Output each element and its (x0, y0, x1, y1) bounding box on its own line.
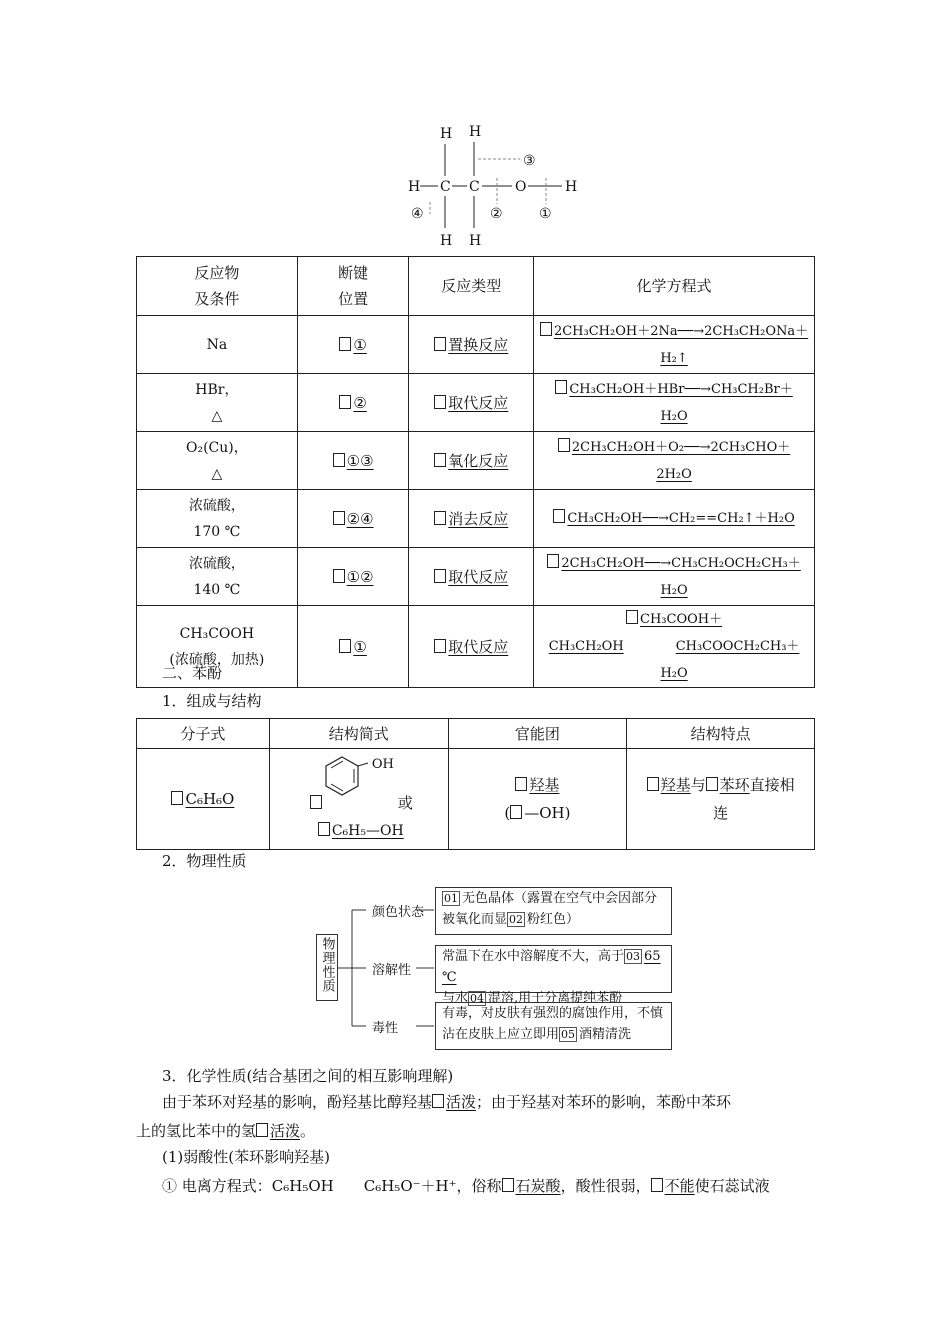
equation-cell (534, 548, 815, 606)
bond-label: ① (539, 206, 552, 222)
column-header: 反应物 及条件 (137, 257, 298, 316)
equation-line: CH₃CH₂OH＋HBr──→CH₃CH₂Br＋ (569, 381, 793, 397)
paragraph-text: 使石蕊试液 (694, 1177, 770, 1195)
atom-c: C (440, 179, 451, 195)
table-row (137, 316, 815, 374)
paragraph-text: 。 (300, 1122, 316, 1140)
column-header: 官能团 (448, 719, 627, 749)
structure-cell (269, 749, 448, 850)
equation-cell (534, 316, 815, 374)
fill-answer: 不能 (664, 1177, 695, 1195)
equation-line: CH₃CH₂OH──→CH₂==CH₂↑＋H₂O (567, 511, 795, 526)
equation-line: H₂O (660, 582, 688, 598)
answer-box (432, 1094, 444, 1108)
table-header-row (137, 257, 815, 316)
table-header-row (137, 719, 815, 749)
property-text: 酒精清洗 (579, 1027, 632, 1042)
feature-text: 连 (713, 804, 729, 822)
bond-label: ③ (523, 153, 536, 169)
answer-box (540, 322, 552, 336)
reactant-cell: HBr， △ (137, 374, 298, 432)
atom-h: H (440, 126, 453, 142)
reaction-type: 置换反应 (448, 335, 509, 354)
equation-line: 2H₂O (656, 466, 692, 482)
paragraph-text: 上的氢比苯中的氢 (136, 1122, 257, 1140)
reaction-type: 取代反应 (448, 637, 509, 656)
type-cell (409, 432, 534, 490)
bond-cell (297, 606, 409, 688)
answer-box (339, 639, 351, 653)
property-box (435, 945, 672, 1006)
fill-answer: 活泼 (446, 1093, 477, 1111)
bond-cell (297, 374, 409, 432)
answer-box (333, 453, 345, 467)
answer-box (310, 795, 322, 809)
bond-position: ① (353, 335, 367, 354)
bond-cell (297, 548, 409, 606)
ionization-line (162, 1175, 770, 1196)
column-header: 反应类型 (409, 257, 534, 316)
answer-box (318, 822, 330, 836)
bond-label: ④ (411, 206, 424, 222)
bond-cell (297, 432, 409, 490)
answer-box (651, 1178, 663, 1192)
bond-label: ② (490, 206, 503, 222)
answer-box (333, 569, 345, 583)
subsection-title: 3．化学性质(结合基团之间的相互影响理解) (162, 1067, 454, 1085)
atom-h: H (565, 179, 578, 195)
bond-position: ②④ (346, 509, 374, 528)
property-box (435, 887, 672, 935)
atom-o: O (515, 179, 527, 195)
or-word: 或 (397, 794, 413, 812)
equation-line: H₂O (660, 408, 688, 424)
answer-box (558, 438, 570, 452)
property-text: 无色晶体（露置在空气中会因部分 (462, 891, 658, 906)
answer-box (256, 1123, 268, 1137)
answer-box (706, 777, 718, 791)
atom-h: H (408, 179, 421, 195)
type-cell (409, 606, 534, 688)
answer-box (434, 511, 446, 525)
atom-c: C (469, 179, 480, 195)
equation-cell (534, 374, 815, 432)
property-text: 有毒，对皮肤有强烈的腐蚀作用，不慎 (442, 1006, 664, 1021)
equation-line: 2CH₃CH₂OH──→CH₃CH₂OCH₂CH₃＋ (561, 555, 801, 571)
root-label: 物理性质 (319, 937, 335, 993)
type-cell (409, 490, 534, 548)
feature-fill: 苯环 (719, 776, 750, 794)
property-text: 沾在皮肤上应立即用 (442, 1027, 560, 1042)
answer-box (434, 569, 446, 583)
table-row (137, 749, 815, 850)
answer-box (555, 380, 567, 394)
fill-number: 05 (561, 1028, 576, 1041)
simple-formula: C₆H₅—OH (331, 823, 404, 839)
column-header: 结构简式 (269, 719, 448, 749)
equation-line: CH₃COOH＋ (640, 612, 723, 627)
feature-text: 直接相 (749, 776, 795, 794)
feature-cell (627, 749, 815, 850)
type-cell (409, 374, 534, 432)
equation-line: 2CH₃CH₂OH＋2Na──→2CH₃CH₂ONa＋ (553, 323, 809, 339)
body-paragraph (136, 1088, 816, 1117)
type-cell (409, 548, 534, 606)
reaction-type: 取代反应 (448, 393, 509, 412)
column-header: 化学方程式 (534, 257, 815, 316)
equation-line: H₂↑ (660, 350, 688, 366)
answer-box (626, 610, 638, 624)
atom-h: H (469, 124, 482, 140)
reaction-type: 取代反应 (448, 567, 509, 586)
ethanol-structure-diagram (400, 118, 590, 250)
answer-box (434, 395, 446, 409)
equation-cell (534, 490, 815, 548)
property-text: 65 ℃ (442, 949, 661, 985)
paragraph-text: ；由于羟基对苯环的影响，苯酚中苯环 (476, 1093, 732, 1111)
answer-box (515, 777, 527, 791)
fill-number: 04 (470, 992, 485, 1005)
answer-box (333, 511, 345, 525)
functional-group-formula: —OH (524, 804, 565, 822)
atom-h: H (440, 233, 453, 249)
table-row (137, 490, 815, 548)
oh-label: OH (371, 757, 394, 772)
answer-box (510, 805, 522, 819)
bond-position: ① (353, 637, 367, 656)
item-title: (1)弱酸性(苯环影响羟基) (162, 1148, 330, 1166)
table-row (137, 432, 815, 490)
equation-line: 2CH₃CH₂OH＋O₂──→2CH₃CHO＋ (571, 439, 791, 455)
property-name: 毒性 (372, 1021, 399, 1036)
answer-box (647, 777, 659, 791)
type-cell (409, 316, 534, 374)
paragraph-text: ，酸性很弱， (560, 1177, 651, 1195)
bond-position: ①③ (346, 451, 374, 470)
answer-box (339, 395, 351, 409)
table-row (137, 548, 815, 606)
bond-cell (297, 490, 409, 548)
functional-group: 羟基 (529, 776, 560, 794)
fill-answer: 石炭酸 (515, 1177, 561, 1195)
answer-box (434, 453, 446, 467)
answer-box (434, 639, 446, 653)
atom-h: H (469, 233, 482, 249)
equation-line: CH₃CH₂OH (548, 639, 624, 654)
functional-group-cell: 羟基 ( —OH) (448, 749, 627, 850)
equation-text: C₆H₅O⁻＋H⁺，俗称 (363, 1177, 502, 1195)
property-text: 粉红色） (527, 912, 580, 927)
answer-box (171, 791, 183, 805)
feature-text: 与 (690, 776, 706, 794)
subsection-title: 1．组成与结构 (162, 692, 262, 710)
bond-cell (297, 316, 409, 374)
bond-position: ①② (346, 567, 374, 586)
bond-position: ② (353, 393, 367, 412)
physical-properties-diagram (314, 886, 674, 1048)
table-row (137, 606, 815, 688)
section-title: 二、苯酚 (162, 664, 223, 682)
answer-box (502, 1178, 514, 1192)
paragraph-text: 由于苯环对羟基的影响，酚羟基比醇羟基 (162, 1093, 433, 1111)
phenol-structure-table (136, 718, 815, 850)
answer-box (434, 337, 446, 351)
answer-box (339, 337, 351, 351)
benzene-ring-icon (318, 751, 408, 813)
fill-answer: 活泼 (270, 1122, 301, 1140)
property-text: 被氧化而显 (442, 912, 508, 927)
property-text: 混溶,用于分离提纯苯酚 (488, 991, 623, 1006)
fill-number: 02 (509, 913, 524, 926)
fill-number: 01 (444, 892, 458, 905)
property-text: 常温下在水中溶解度不大，高于 (442, 949, 625, 964)
reaction-type: 氧化反应 (448, 451, 509, 470)
formula-cell (137, 749, 270, 850)
ethanol-reaction-table (136, 256, 815, 688)
reactant-cell: Na (137, 316, 298, 374)
subsection-title: 2．物理性质 (162, 852, 247, 870)
root-node (316, 934, 338, 1001)
reaction-type: 消去反应 (448, 509, 509, 528)
property-name: 颜色状态 (372, 905, 425, 920)
column-header: 分子式 (137, 719, 270, 749)
reactant-cell: 浓硫酸， 140 ℃ (137, 548, 298, 606)
reactant-cell: 浓硫酸， 170 ℃ (137, 490, 298, 548)
property-text: 与水 (442, 991, 469, 1006)
table-row (137, 374, 815, 432)
fill-number: 03 (626, 950, 641, 963)
feature-fill: 羟基 (660, 776, 691, 794)
property-box (435, 1002, 672, 1050)
equation-cell (534, 606, 815, 688)
reactant-cell: O₂(Cu)， △ (137, 432, 298, 490)
molecular-formula: C₆H₆O (185, 790, 235, 808)
property-name: 溶解性 (372, 963, 412, 978)
equation-text: ① 电离方程式：C₆H₅OH (162, 1177, 334, 1195)
equation-cell (534, 432, 815, 490)
reactant-cell: CH₃COOH (浓硫酸，加热) (137, 606, 298, 688)
body-paragraph (136, 1117, 816, 1146)
column-header: 断键 位置 (297, 257, 409, 316)
answer-box (547, 554, 559, 568)
column-header: 结构特点 (627, 719, 815, 749)
equation-line: CH₃COOCH₂CH₃＋H₂O (660, 639, 800, 681)
answer-box (553, 509, 565, 523)
